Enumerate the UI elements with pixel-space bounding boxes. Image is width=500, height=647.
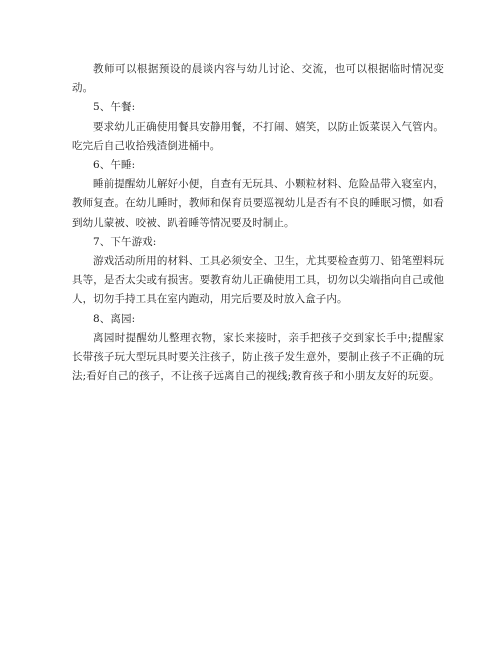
paragraph-afternoon-games: 游戏活动所用的材料、工具必须安全、卫生，尤其要检查剪刀、铅笔塑料玩具等，是否太尖或有损害。要教育幼儿正确使用工具，切勿以尖端指向自己或他人，切勿手持工具在室内跑动，用完后要及时放入盒子内。 [72,255,444,306]
heading-nap: 6、午睡: [93,159,136,172]
paragraph-leaving: 离园时提醒幼儿整理衣物，家长来接时，亲手把孩子交到家长手中;提醒家长带孩子玩大型玩具时要关注孩子，防止孩子发生意外，要制止孩子不正确的玩法;看好自己的孩子，不让孩子远离自己的视线;教育孩子和小朋友友好的玩耍。 [72,331,444,383]
heading-lunch: 5、午餐: [93,101,136,114]
paragraph-lunch: 要求幼儿正确使用餐具安静用餐，不打闹、嬉笑，以防止饭菜误入气管内。吃完后自己收拾残渣倒进桶中。 [72,120,444,152]
heading-leaving: 8、离园: [93,312,136,325]
paragraph-morning-talk: 教师可以根据预设的晨谈内容与幼儿讨论、交流，也可以根据临时情况变动。 [72,63,444,95]
paragraph-nap: 睡前提醒幼儿解好小便，自查有无玩具、小颗粒材料、危险品带入寝室内，教师复查。在幼儿睡时，教师和保育员要巡视幼儿是否有不良的睡眠习惯，如看到幼儿蒙被、咬被、趴着睡等情况要及时制止。 [72,178,444,229]
document-body [72,60,444,386]
heading-afternoon-games: 7、下午游戏: [93,235,157,248]
